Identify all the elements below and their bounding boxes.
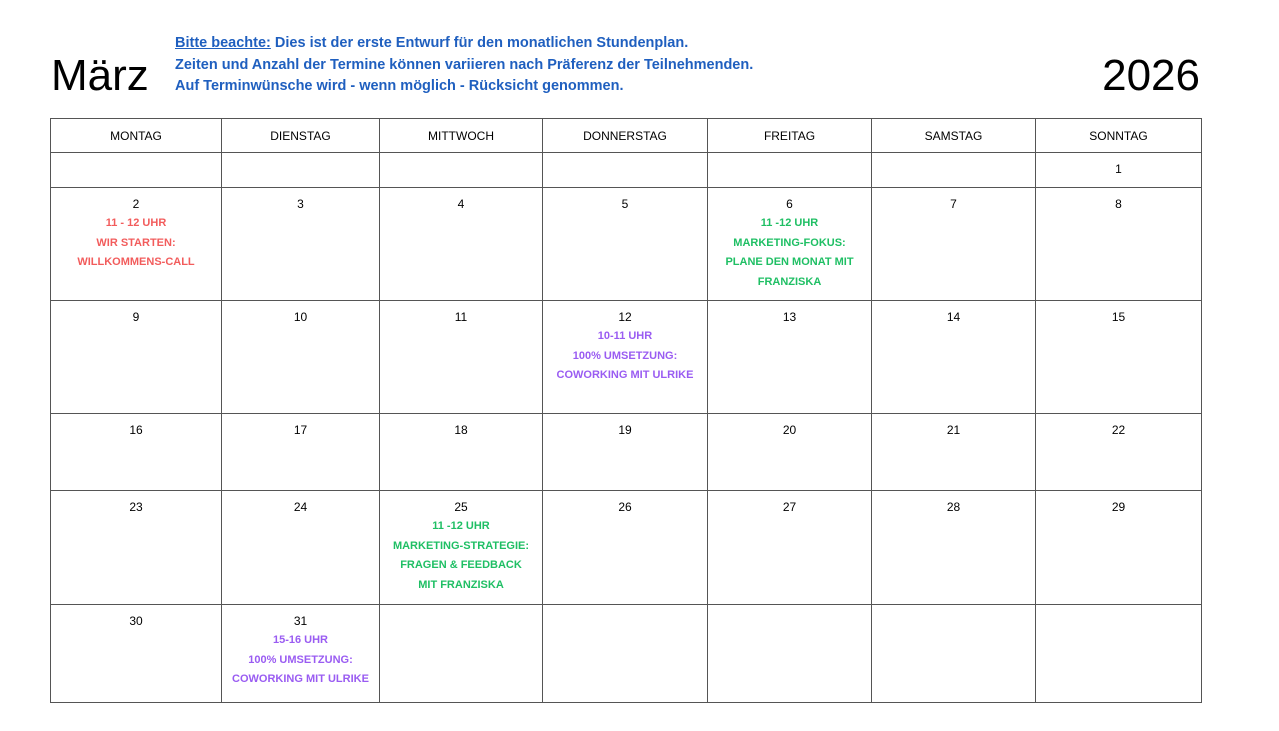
day-number: 29	[1111, 500, 1126, 514]
event-title-line: 100% UMSETZUNG:	[248, 653, 353, 666]
day-number: 3	[297, 197, 304, 211]
event-time: 11 -12 UHR	[760, 217, 819, 229]
draft-notice	[175, 33, 753, 98]
day-number: 22	[1111, 423, 1126, 437]
weekday-header: SAMSTAG	[872, 119, 1036, 153]
notice-heading: Bitte beachte:	[175, 35, 271, 51]
day-number: 9	[132, 310, 140, 324]
day-number: 23	[129, 500, 143, 514]
year-title: 2026	[1102, 51, 1200, 100]
day-cell[interactable]	[51, 605, 222, 703]
day-cell[interactable]	[1036, 414, 1202, 491]
day-number: 11	[454, 310, 468, 324]
day-number: 14	[946, 310, 961, 324]
event-title-line: WIR STARTEN:	[96, 236, 176, 249]
day-cell[interactable]	[51, 153, 222, 188]
day-number: 7	[950, 197, 957, 211]
event-title-line: MARKETING-STRATEGIE:	[392, 539, 530, 552]
day-cell[interactable]	[543, 605, 708, 703]
notice-text-1: Dies ist der erste Entwurf für den monatlichen Stundenplan.	[270, 35, 689, 51]
event-title-line: FRAGEN & FEEDBACK	[400, 559, 522, 571]
day-number: 5	[621, 197, 629, 211]
event-title-line: 100% UMSETZUNG:	[572, 349, 678, 362]
day-cell[interactable]	[380, 605, 543, 703]
weekday-header-row	[51, 119, 1202, 153]
day-cell[interactable]	[222, 605, 380, 703]
day-number: 21	[946, 423, 961, 437]
event-title-line: MARKETING-FOKUS:	[733, 236, 846, 249]
event-time: 11 - 12 UHR	[105, 217, 167, 229]
weekday-header: DIENSTAG	[222, 119, 380, 153]
day-cell[interactable]	[1036, 153, 1202, 188]
weekday-header: MITTWOCH	[380, 119, 543, 153]
day-number: 10	[293, 310, 308, 324]
event-title-line: FRANZISKA	[757, 275, 822, 288]
week-row	[51, 491, 1202, 605]
day-cell[interactable]	[708, 188, 872, 301]
day-number	[1036, 605, 1201, 613]
day-cell[interactable]	[380, 188, 543, 301]
day-number: 20	[782, 423, 797, 437]
day-cell[interactable]	[872, 491, 1036, 605]
day-number: 31	[293, 614, 308, 628]
day-number: 1	[1115, 162, 1122, 176]
day-cell[interactable]	[1036, 188, 1202, 301]
day-number: 25	[454, 500, 468, 514]
day-number: 17	[293, 423, 308, 437]
day-number: 6	[786, 197, 793, 211]
day-number: 12	[618, 310, 632, 324]
day-cell[interactable]	[872, 414, 1036, 491]
day-number	[380, 605, 542, 613]
event-title-line: COWORKING MIT ULRIKE	[232, 673, 369, 685]
day-cell[interactable]	[222, 153, 380, 188]
day-cell[interactable]	[708, 414, 872, 491]
event[interactable]	[380, 515, 542, 595]
event[interactable]	[708, 212, 871, 292]
day-cell[interactable]	[1036, 301, 1202, 414]
day-number: 24	[293, 500, 308, 514]
day-cell[interactable]	[380, 414, 543, 491]
notice-line-1	[175, 33, 753, 55]
event-title-line: PLANE DEN MONAT MIT	[725, 256, 854, 268]
weekday-header: SONNTAG	[1036, 119, 1202, 153]
day-number	[380, 153, 542, 161]
day-number	[872, 605, 1035, 613]
day-number: 15	[1111, 310, 1126, 324]
event[interactable]	[222, 629, 379, 690]
event[interactable]	[543, 325, 707, 386]
event-time: 10-11 UHR	[597, 330, 653, 342]
event-time: 15-16 UHR	[272, 634, 329, 646]
day-cell[interactable]	[380, 491, 543, 605]
day-cell[interactable]	[543, 153, 708, 188]
day-number: 19	[618, 423, 632, 437]
event-time: 11 -12 UHR	[432, 520, 490, 532]
day-cell[interactable]	[51, 414, 222, 491]
day-number	[543, 153, 707, 161]
day-cell[interactable]	[1036, 605, 1202, 703]
day-cell[interactable]	[51, 188, 222, 301]
day-cell[interactable]	[222, 414, 380, 491]
day-number: 18	[454, 423, 468, 437]
day-cell[interactable]	[872, 153, 1036, 188]
day-cell[interactable]	[543, 491, 708, 605]
day-cell[interactable]	[708, 153, 872, 188]
day-number: 16	[129, 423, 143, 437]
day-number: 8	[1115, 197, 1122, 211]
day-number	[543, 605, 707, 613]
day-number	[708, 153, 871, 161]
day-number: 30	[129, 614, 143, 628]
week-row	[51, 605, 1202, 703]
day-cell[interactable]	[872, 301, 1036, 414]
day-cell[interactable]	[51, 491, 222, 605]
week-row	[51, 188, 1202, 301]
day-number	[872, 153, 1035, 161]
day-cell[interactable]	[1036, 491, 1202, 605]
day-cell[interactable]	[51, 301, 222, 414]
calendar-grid	[50, 118, 1202, 703]
calendar-body	[51, 153, 1202, 703]
day-cell[interactable]	[380, 153, 543, 188]
day-cell[interactable]	[543, 301, 708, 414]
weekday-header: MONTAG	[51, 119, 222, 153]
event-title-line: COWORKING MIT ULRIKE	[556, 369, 694, 381]
event-title-line: WILLKOMMENS-CALL	[77, 256, 195, 268]
event[interactable]	[51, 212, 221, 273]
day-number: 27	[782, 500, 797, 514]
week-row	[51, 301, 1202, 414]
day-number	[222, 153, 379, 161]
day-cell[interactable]	[872, 605, 1036, 703]
day-number: 13	[782, 310, 797, 324]
day-cell[interactable]	[708, 491, 872, 605]
day-number: 26	[618, 500, 632, 514]
weekday-header: DONNERSTAG	[543, 119, 708, 153]
week-row	[51, 414, 1202, 491]
day-cell[interactable]	[543, 414, 708, 491]
event-title-line: MIT FRANZISKA	[418, 578, 504, 591]
day-cell[interactable]	[380, 301, 543, 414]
day-cell[interactable]	[222, 301, 380, 414]
week-row	[51, 153, 1202, 188]
day-cell[interactable]	[543, 188, 708, 301]
weekday-header: FREITAG	[708, 119, 872, 153]
notice-line-2: Zeiten und Anzahl der Termine können variieren nach Präferenz der Teilnehmenden.	[175, 56, 754, 73]
day-number: 2	[132, 197, 140, 211]
day-number: 28	[946, 500, 961, 514]
day-cell[interactable]	[222, 188, 380, 301]
notice-line-3: Auf Terminwünsche wird - wenn möglich - Rücksicht genommen.	[175, 78, 624, 94]
day-cell[interactable]	[872, 188, 1036, 301]
day-cell[interactable]	[708, 605, 872, 703]
day-number	[51, 153, 221, 161]
month-title: März	[51, 51, 149, 100]
day-number: 4	[457, 197, 465, 211]
day-cell[interactable]	[708, 301, 872, 414]
day-cell[interactable]	[222, 491, 380, 605]
day-number	[708, 605, 871, 613]
